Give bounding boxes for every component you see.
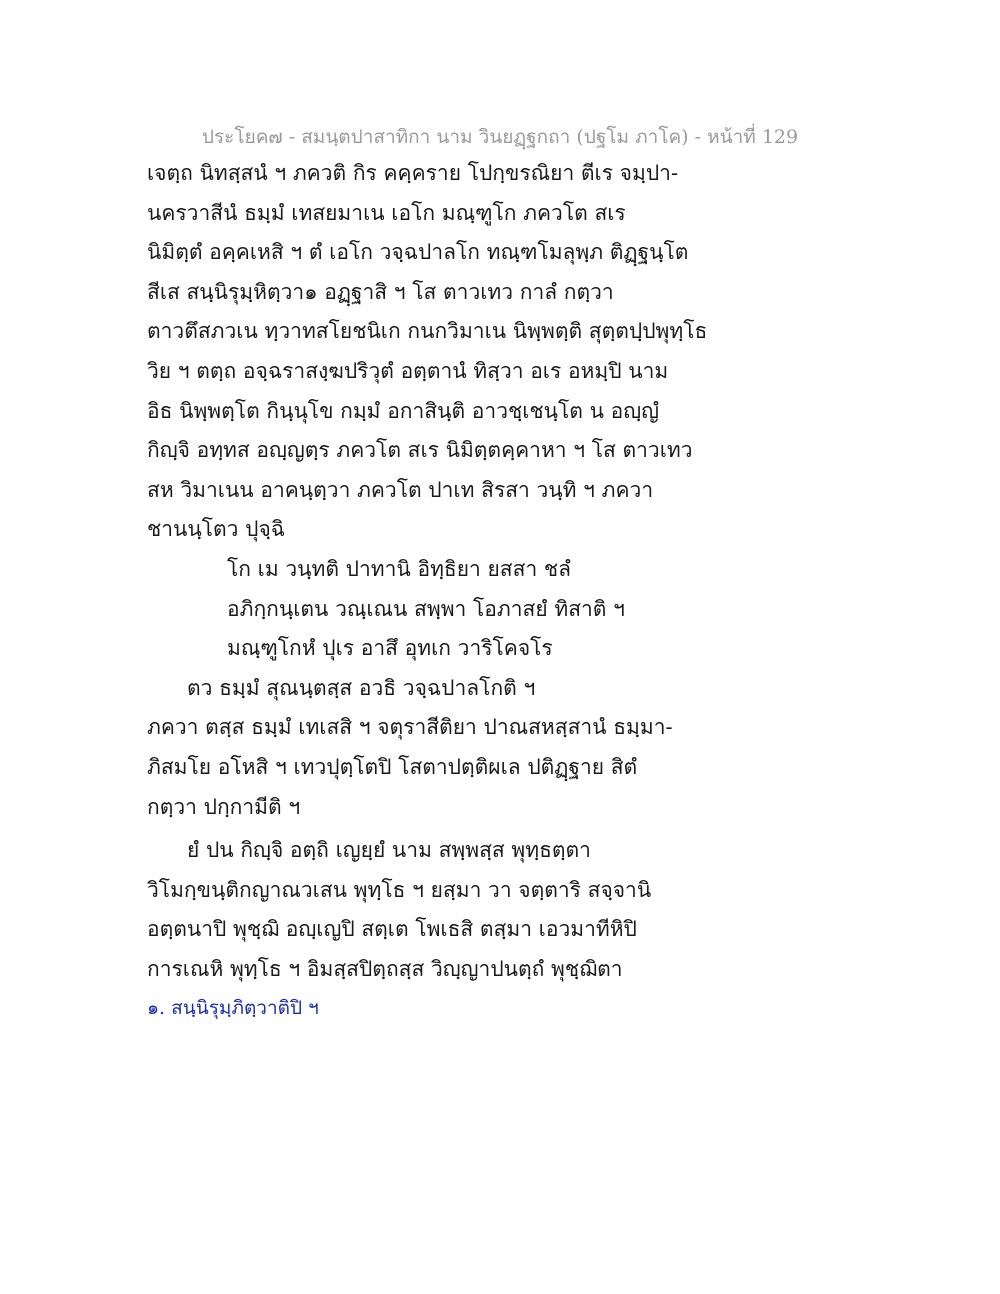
text-line: ตาวตึสภวเน ทฺวาทสโยชนิเก กนกวิมาเน นิพฺพตฺติ สุตฺตปฺปพุทฺโธ xyxy=(147,319,708,344)
text-line: กิญฺจิ อทฺทส อญฺญตฺร ภควโต สเร นิมิตฺตคฺคาหา ฯ โส ตาวเทว xyxy=(147,438,693,463)
paragraph-2 xyxy=(147,675,707,833)
text-line: การเณหิ พุทฺโธ ฯ อิมสฺสปิตฺถสฺส วิญฺญาปนตฺถํ พุชฺฌิตา xyxy=(147,956,623,981)
text-line: ตว ธมฺมํ สุณนฺตสฺส อวธิ วจฺฉปาลโกติ ฯ xyxy=(187,675,536,700)
text-line: ชานนฺโตว ปุจฺฉิ xyxy=(147,517,286,542)
text-line: นครวาสีนํ ธมฺมํ เทสยมาเน เอโก มณฺฑูโก ภควโต สเร xyxy=(147,200,626,225)
text-line: อิธ นิพฺพตฺโต กินฺนุโข กมฺมํ อกาสินฺติ อาวชฺเชนฺโต น อญฺญํ xyxy=(147,398,660,423)
text-line: สีเส สนฺนิรุมฺหิตฺวา๑ อฏฺฐาสิ ฯ โส ตาวเทว กาลํ กตฺวา xyxy=(147,279,614,304)
verse-line: มณฺฑูโกหํ ปุเร อาสึ อุทเก วาริโคจโร xyxy=(227,636,553,661)
text-line: อตฺตนาปิ พุชฺฌิ อญฺเญปิ สตฺเต โพเธสิ ตสฺมา เอวมาทีหิปิ xyxy=(147,917,637,942)
text-line: กตฺวา ปกฺกามีติ ฯ xyxy=(147,794,301,819)
paragraph-1 xyxy=(147,160,707,556)
verse-line: อภิกฺกนฺเตน วณฺเณน สพฺพา โอภาสยํ ทิสาติ ฯ xyxy=(227,596,625,621)
paragraph-3 xyxy=(147,837,707,995)
text-line: วิย ฯ ตตฺถ อจฺฉราสงฺฆปริวุตํ อตฺตานํ ทิสฺวา อเร อหมฺปิ นาม xyxy=(147,358,669,383)
verse-block xyxy=(147,556,707,675)
footnote: ๑. สนฺนิรุมฺภิตฺวาติปิ ฯ xyxy=(147,997,319,1020)
text-line: ภควา ตสฺส ธมฺมํ เทเสสิ ฯ จตุราสีติยา ปาณสหสฺสานํ ธมฺมา- xyxy=(147,715,673,740)
text-line: นิมิตฺตํ อคฺคเหสิ ฯ ตํ เอโก วจฺฉปาลโก ทณฺฑโมลุพฺภ ติฏฺฐนฺโต xyxy=(147,240,689,265)
text-line: เจตฺถ นิทสฺสนํ ฯ ภควติ กิร คคฺคราย โปกฺขรณิยา ตีเร จมฺปา- xyxy=(147,161,679,185)
text-line: สห วิมาเนน อาคนฺตฺวา ภควโต ปาเท สิรสา วนฺทิ ฯ ภควา xyxy=(147,477,654,502)
text-line: ภิสมโย อโหสิ ฯ เทวปุตฺโตปิ โสตาปตฺติผเล ปติฏฺฐาย สิตํ xyxy=(147,754,638,779)
body-text xyxy=(147,160,707,1035)
text-line: ยํ ปน กิญฺจิ อตฺถิ เญยฺยํ นาม สพฺพสฺส พุทฺธตฺตา xyxy=(187,838,591,863)
text-line: วิโมกฺขนฺติกญาณวเสน พุทฺโธ ฯ ยสฺมา วา จตฺตาริ สจฺจานิ xyxy=(147,877,652,902)
verse-line: โก เม วนฺทติ ปาทานิ อิทฺธิยา ยสสา ชลํ xyxy=(227,556,572,581)
page-header: ประโยค๗ - สมนฺตปาสาทิกา นาม วินยฏฺฐกถา (ปฐโม ภาโค) - หน้าที่ 129 xyxy=(201,126,799,148)
